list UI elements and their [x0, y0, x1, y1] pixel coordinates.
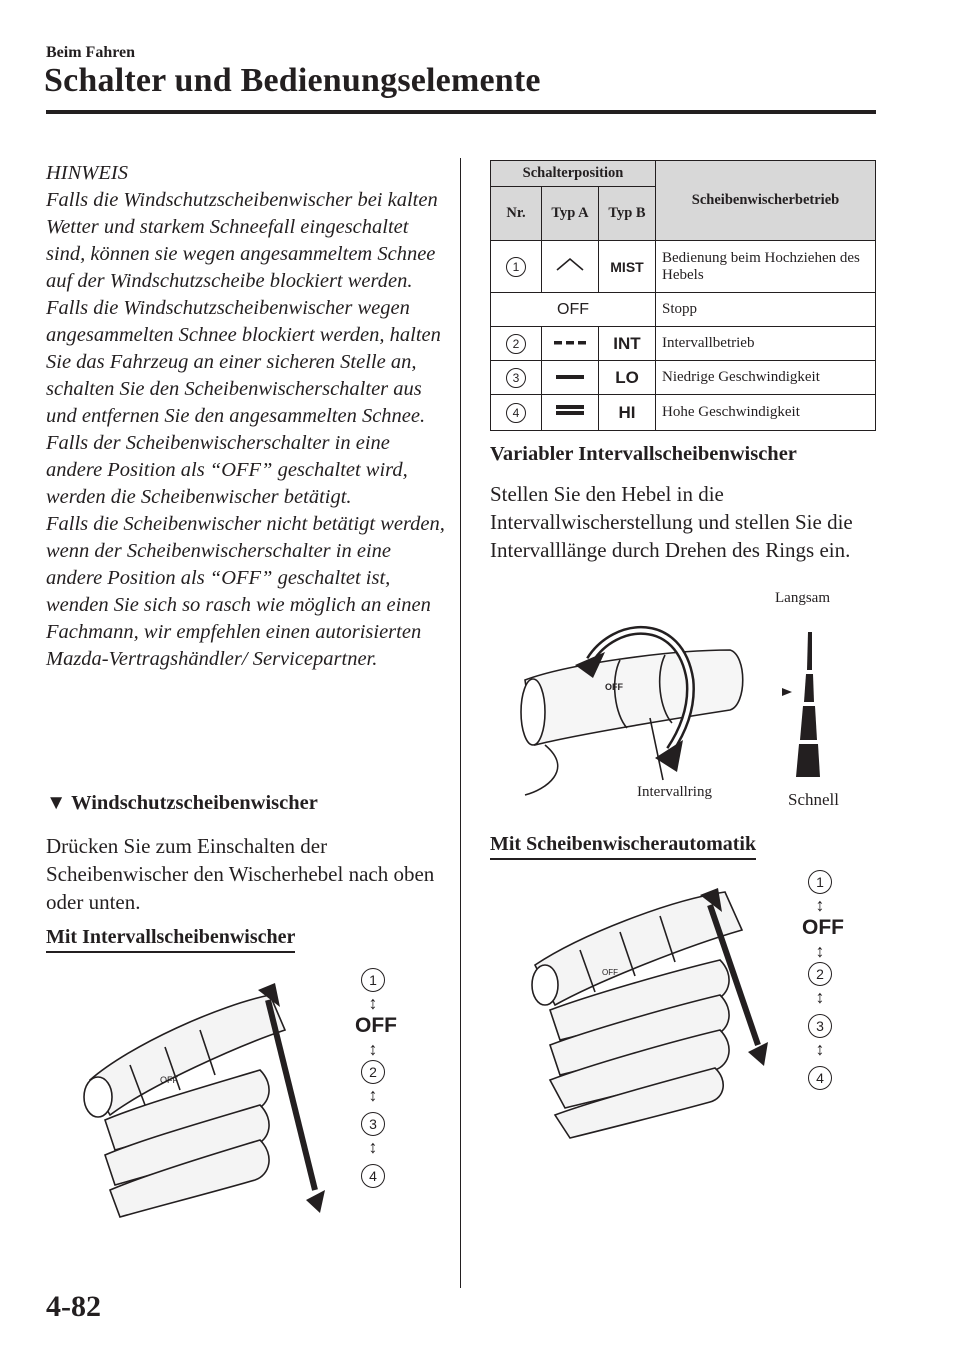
wiper-positions-table [490, 160, 876, 431]
arrow-updown-icon: ↕ [815, 941, 825, 961]
position-off-label: OFF [802, 916, 844, 939]
table-header-operation: Scheibenwischerbetrieb [656, 161, 876, 241]
position-off-label: OFF [355, 1014, 397, 1037]
mist-symbol-icon [542, 241, 599, 293]
position-3-marker: 3 [361, 1112, 385, 1136]
row-number-marker: 4 [506, 403, 526, 423]
variable-text: Stellen Sie den Hebel in die Intervallwischerstellung und stellen Sie die Intervalllänge durch Drehen des Rings ein. [490, 482, 853, 562]
typ-b-symbol: OFF [491, 293, 656, 327]
auto-heading-wrap [490, 833, 756, 860]
wipers-text: Drücken Sie zum Einschalten der Scheibenwischer den Wischerhebel nach oben oder unten. [46, 834, 435, 914]
interval-ring-illustration [515, 610, 755, 800]
triangle-marker-icon: ▼ [46, 792, 67, 814]
operation-text: Niedrige Geschwindigkeit [656, 361, 876, 395]
position-4-marker: 4 [361, 1164, 385, 1188]
column-divider [460, 158, 461, 1288]
interval-heading-wrap [46, 926, 295, 953]
table-header-typ-b: Typ B [599, 187, 656, 241]
auto-heading: Mit Scheibenwischerautomatik [490, 833, 756, 860]
wipers-heading-text: Windschutzscheibenwischer [71, 792, 318, 814]
table-row [491, 241, 876, 293]
table-row [491, 395, 876, 431]
variable-heading: Variabler Intervallscheibenwischer [490, 443, 797, 465]
operation-text: Stopp [656, 293, 876, 327]
arrow-updown-icon: ↕ [368, 1085, 378, 1105]
arrow-updown-icon: ↕ [368, 1137, 378, 1157]
interval-heading: Mit Intervallscheibenwischer [46, 926, 295, 953]
table-row [491, 327, 876, 361]
section-label: Beim Fahren [46, 44, 136, 61]
page-title: Schalter und Bedienungselemente [44, 62, 541, 99]
lever-off-text: OFF [160, 1075, 178, 1085]
arrow-updown-icon: ↕ [815, 987, 825, 1007]
operation-text: Intervallbetrieb [656, 327, 876, 361]
position-4-marker: 4 [808, 1066, 832, 1090]
wipers-heading [46, 792, 318, 815]
arrow-updown-icon: ↕ [815, 1039, 825, 1059]
label-slow: Langsam [775, 590, 830, 606]
high-speed-symbol-icon [542, 395, 599, 431]
note-box [46, 160, 446, 673]
position-sequence-right [802, 870, 844, 1090]
arrow-updown-icon: ↕ [368, 1039, 378, 1059]
typ-b-symbol: INT [599, 327, 656, 361]
row-number-marker: 1 [506, 257, 526, 277]
title-rule [46, 110, 876, 114]
operation-text: Bedienung beim Hochziehen des Hebels [656, 241, 876, 293]
row-number-marker: 3 [506, 368, 526, 388]
position-2-marker: 2 [361, 1060, 385, 1084]
position-3-marker: 3 [808, 1014, 832, 1038]
position-sequence-left [355, 968, 397, 1188]
interval-lever-illustration [70, 975, 340, 1235]
label-fast: Schnell [788, 790, 839, 809]
note-heading: HINWEIS [46, 162, 128, 184]
low-speed-symbol-icon [542, 361, 599, 395]
note-paragraph-1: Falls die Windschutzscheibenwischer bei kalten Wetter und starkem Schneefall eingeschaltet sind, können sie wegen angesammeltem Schnee auf der Windschutzscheibe blockiert werden. Falls die Windschutzscheibenwischer wegen angesammelten Schnee blockiert werden, halten Sie das Fahrzeug an einer sicheren Stelle an, schalten Sie den Scheibenwischerschalter aus und entfernen Sie den angesammelten Schnee. Falls der Scheibenwischerschalter in eine andere Position als “OFF” geschaltet wird, werden die Scheibenwischer betätigt. [46, 189, 441, 508]
table-row [491, 293, 876, 327]
arrow-updown-icon: ↕ [368, 993, 378, 1013]
table-header-nr: Nr. [491, 187, 542, 241]
position-1-marker: 1 [808, 870, 832, 894]
note-paragraph-2: Falls die Scheibenwischer nicht betätigt werden, wenn der Scheibenwischerschalter in eine andere Position als “OFF” geschaltet ist, wenden Sie sich so rasch wie möglich an einen Fachmann, wir empfehlen einen autorisierten Mazda-Vertragshändler/ Servicepartner. [46, 513, 445, 670]
table-header-position: Schalterposition [491, 161, 656, 187]
typ-b-symbol: HI [599, 395, 656, 431]
typ-b-symbol: LO [599, 361, 656, 395]
position-1-marker: 1 [361, 968, 385, 992]
auto-lever-off-text: OFF [602, 968, 618, 977]
intermittent-symbol-icon [542, 327, 599, 361]
auto-lever-illustration [520, 880, 800, 1150]
arrow-updown-icon: ↕ [815, 895, 825, 915]
row-number-marker: 2 [506, 334, 526, 354]
page-number: 4-82 [46, 1290, 101, 1323]
typ-b-symbol: MIST [599, 241, 656, 293]
operation-text: Hohe Geschwindigkeit [656, 395, 876, 431]
table-row [491, 361, 876, 395]
label-ring: Intervallring [637, 784, 712, 800]
position-2-marker: 2 [808, 962, 832, 986]
ring-off-text: OFF [605, 682, 623, 692]
interval-scale-graphic [780, 632, 830, 777]
table-header-typ-a: Typ A [542, 187, 599, 241]
